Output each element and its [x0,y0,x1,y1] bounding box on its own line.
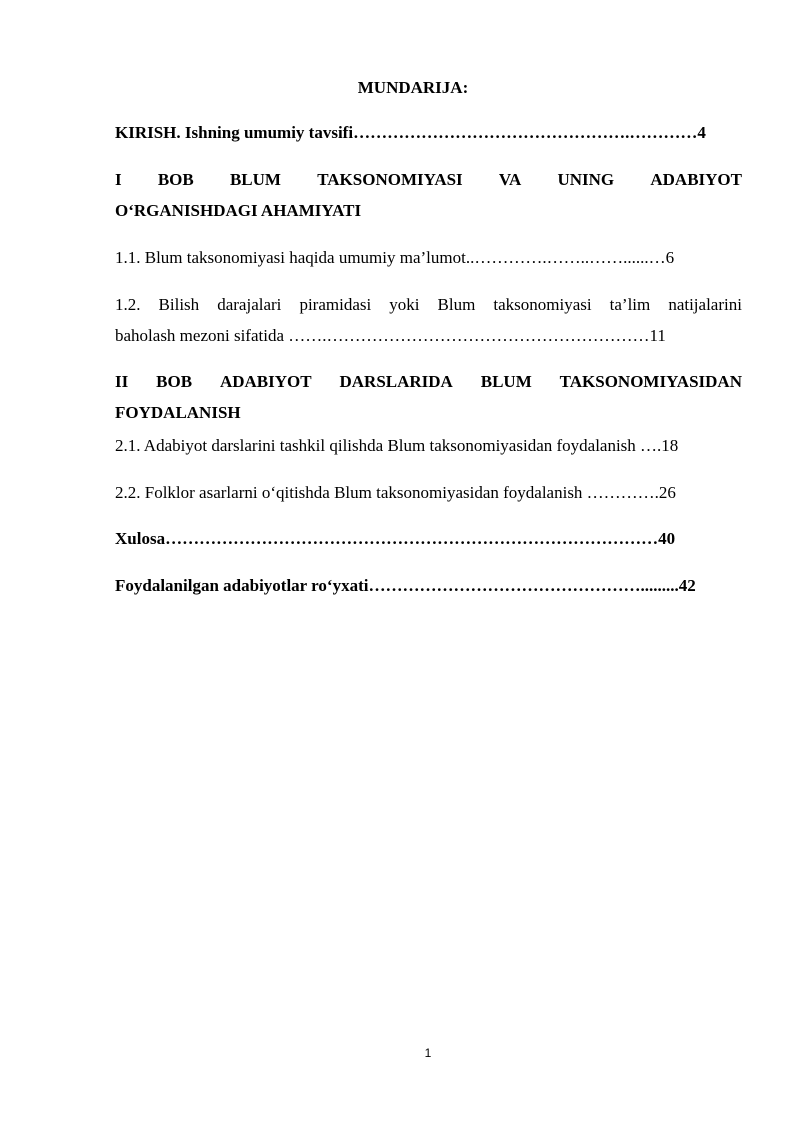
toc-word: ADABIYOT [650,170,742,189]
toc-word: taksonomiyasi [493,295,592,314]
toc-word: II [115,372,129,391]
toc-entry-xulosa: Xulosa……………………………………………………………………………40 [115,529,676,548]
toc-section-1-1: 1.1. Blum taksonomiyasi haqida umumiy ma’lumot..………….……..……......…6 [115,248,675,267]
toc-word: piramidasi [299,295,372,314]
toc-section-1-2-line-1 [115,295,742,315]
page-title: MUNDARIJA: [357,78,469,97]
toc-word: natijalarini [668,295,742,314]
toc-word: Bilish [158,295,200,314]
toc-chapter-1-line-2: O‘RGANISHDAGI AHAMIYATI [115,201,362,220]
toc-word: BOB [156,372,193,391]
toc-chapter-2-line-1 [115,372,742,392]
toc-entry-adabiyotlar: Foydalanilgan adabiyotlar ro‘yxati………………………………………….........42 [115,576,696,595]
toc-section-1-2-line-2: baholash mezoni sifatida …….…………………………………………………11 [115,326,666,345]
toc-section-2-1: 2.1. Adabiyot darslarini tashkil qilishda Blum taksonomiyasidan foydalanish ….18 [115,436,679,455]
toc-word: VA [498,170,522,189]
toc-word: darajalari [217,295,282,314]
toc-word: TAKSONOMIYASI [317,170,463,189]
toc-entry-kirish: KIRISH. Ishning umumiy tavsifi………………………………………….…………4 [115,123,706,142]
toc-word: 1.2. [115,295,141,314]
toc-section-2-2: 2.2. Folklor asarlarni o‘qitishda Blum taksonomiyasidan foydalanish ………….26 [115,483,676,502]
toc-chapter-2-line-2: FOYDALANISH [115,403,241,422]
toc-word: BLUM [229,170,281,189]
toc-chapter-1-line-1 [115,170,742,190]
toc-word: yoki [389,295,420,314]
toc-word: BLUM [480,372,532,391]
toc-word: ta’lim [609,295,651,314]
toc-word: DARSLARIDA [339,372,453,391]
page-number: 1 [424,1046,432,1060]
toc-word: TAKSONOMIYASIDAN [559,372,742,391]
toc-word: UNING [557,170,615,189]
toc-word: ADABIYOT [219,372,312,391]
toc-word: Blum [437,295,476,314]
toc-word: BOB [157,170,194,189]
toc-word: I [115,170,122,189]
